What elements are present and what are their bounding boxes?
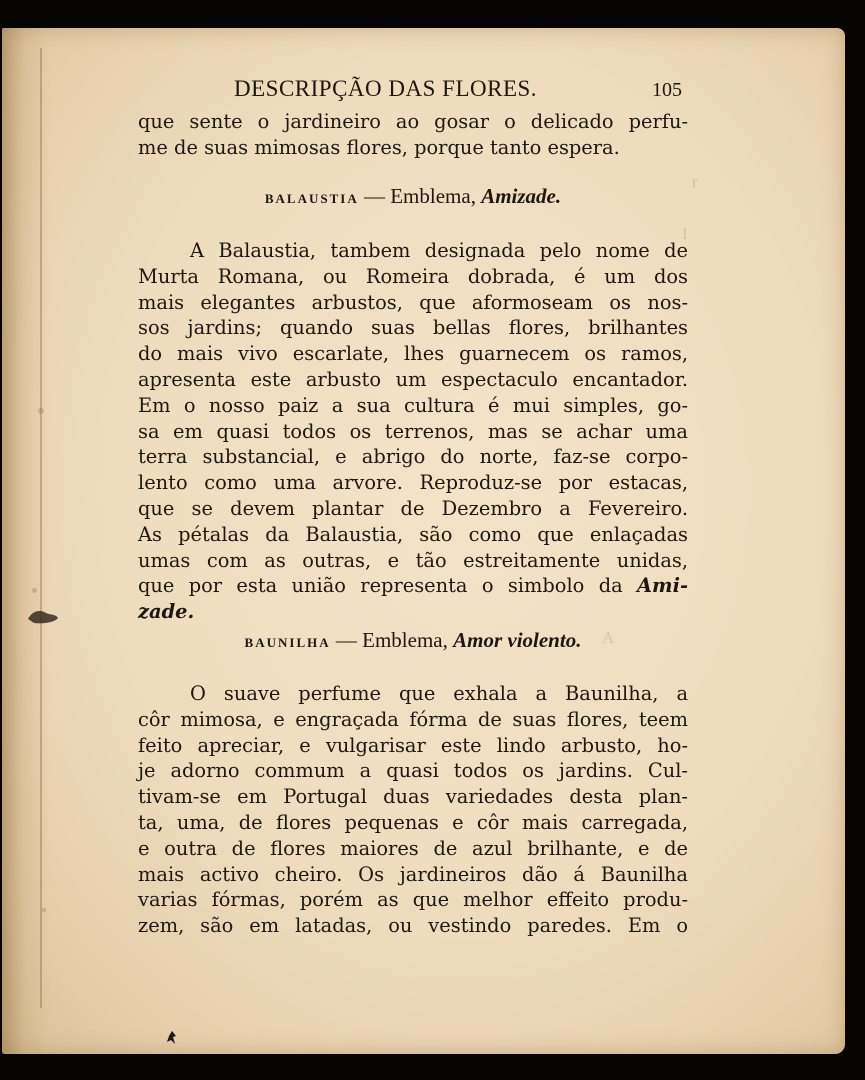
text-line: ta, uma, de flores pequenas e côr mais carregada, — [138, 810, 688, 834]
continuation-paragraph — [138, 109, 688, 161]
text-line: mais activo cheiro. Os jardineiros dão á Baunilha — [138, 862, 688, 886]
text-line: mais elegantes arbustos, que aformoseam os nos- — [138, 290, 688, 314]
plant-name: BALAUSTIA — [264, 191, 359, 206]
text-line: que sente o jardineiro ao gosar o delicado perfu- — [138, 110, 688, 133]
text-line: tivam-se em Portugal duas variedades desta plan- — [138, 785, 688, 809]
text-line: terra substancial, e abrigo do norte, faz-se corpo- — [138, 445, 688, 469]
text-line: feito apreciar, e vulgarisar este lindo arbusto, ho- — [138, 733, 688, 757]
emblem-meaning: Amizade. — [481, 184, 562, 208]
foxing-spot — [32, 588, 37, 593]
section-heading-baunilha — [138, 628, 688, 653]
plant-name: BAUNILHA — [244, 635, 331, 650]
text-line: Murta Romana, ou Romeira dobrada, é um dos — [138, 264, 688, 288]
emblem-label: — Emblema, — [358, 184, 482, 208]
show-through-text: A — [602, 628, 615, 647]
text-line: apresenta este arbusto um espectaculo encantador. — [138, 367, 688, 391]
gutter-crease — [40, 48, 42, 1008]
text-line: sa em quasi todos os terrenos, mas se achar uma — [138, 419, 688, 443]
emblem-meaning: Amor violento. — [453, 628, 582, 652]
text-line: do mais vivo escarlate, lhes guarnecem os ramos, — [138, 342, 688, 366]
text-line: Em o nosso paiz a sua cultura é mui simples, go- — [138, 393, 688, 417]
balaustia-paragraph — [138, 238, 688, 625]
text-line: umas com as outras, e tão estreitamente unidas, — [138, 548, 688, 572]
text-line: que se devem plantar de Dezembro a Fevereiro. — [138, 496, 688, 520]
text-line: lento como uma arvore. Reproduz-se por estacas, — [138, 471, 688, 495]
text-line: A Balaustia, tambem designada pelo nome de — [190, 239, 688, 262]
text-line: sos jardins; quando suas bellas flores, brilhantes — [138, 316, 688, 340]
running-title: DESCRIPÇÃO DAS FLORES. — [234, 76, 538, 101]
show-through-text: r — [692, 172, 698, 191]
italic-text-run: zade. — [138, 600, 195, 624]
text-line: e outra de flores maiores de azul brilhante, e de — [138, 836, 688, 860]
show-through-text: I — [682, 224, 688, 243]
foxing-spot — [42, 908, 46, 912]
emblem-label: — Emblema, — [330, 628, 454, 652]
text-line: me de suas mimosas flores, porque tanto espera. — [138, 135, 620, 159]
page-gutter-shadow — [2, 28, 50, 1054]
ink-blot-icon — [166, 1031, 178, 1045]
text-line: As pétalas da Balaustia, são como que enlaçadas — [138, 522, 688, 546]
foxing-spot — [38, 408, 44, 414]
text-line — [138, 599, 688, 625]
text-line: côr mimosa, e engraçada fórma de suas flores, teem — [138, 707, 688, 731]
section-heading-balaustia — [138, 184, 688, 209]
italic-text-run: Ami- — [637, 574, 688, 598]
text-line: zem, são em latadas, ou vestindo paredes. Em o — [138, 914, 688, 938]
text-line — [138, 573, 688, 599]
page-number: 105 — [652, 79, 682, 101]
baunilha-paragraph — [138, 681, 688, 939]
thumb-smudge-icon — [26, 605, 60, 625]
running-head — [234, 76, 688, 106]
text-line: O suave perfume que exhala a Baunilha, a — [190, 682, 688, 705]
text-line: je adorno commum a quasi todos os jardins. Cul- — [138, 759, 688, 783]
text-line: varias fórmas, porém as que melhor effeito produ- — [138, 888, 688, 912]
text-run: que por esta união representa o simbolo da — [138, 574, 638, 598]
